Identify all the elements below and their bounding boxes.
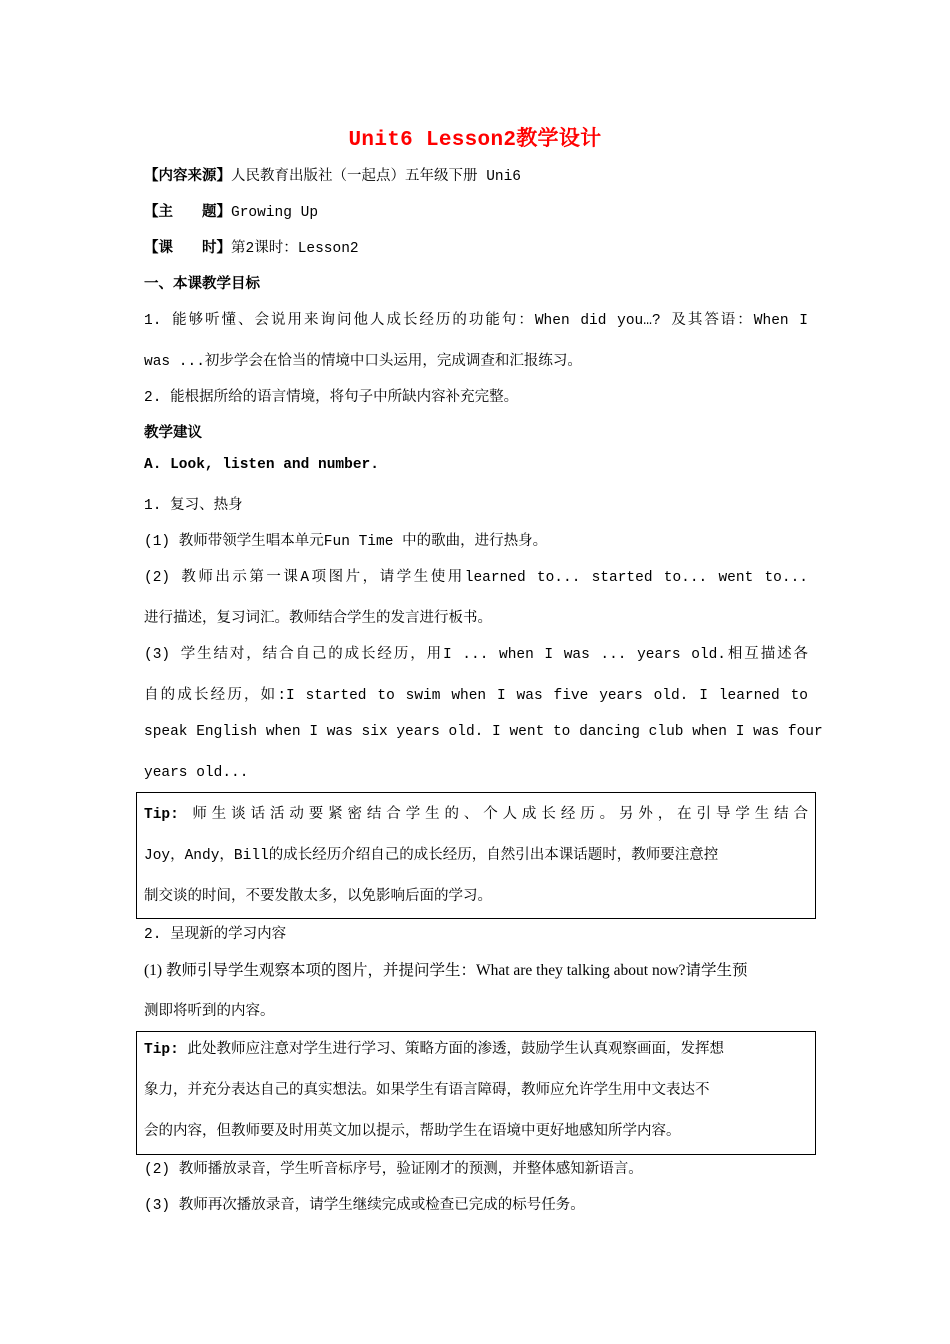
source-value: 人民教育出版社（一起点）五年级下册 Uni6: [231, 169, 522, 185]
tip-1-line-3: 制交谈的时间，不要发散太多，以免影响后面的学习。: [144, 889, 492, 905]
section-a-heading: A. Look, listen and number.: [144, 457, 379, 473]
topic-line: [144, 200, 808, 221]
step-2-item-1-line-2: 测即将听到的内容。: [144, 1004, 275, 1020]
source-label: 【内容来源】: [144, 169, 231, 185]
topic-value: Growing Up: [231, 205, 319, 221]
objective-1-line-2: was ...初步学会在恰当的情境中口头运用，完成调查和汇报练习。: [144, 354, 582, 370]
document-title: Unit6 Lesson2教学设计: [348, 129, 602, 152]
tip-2-text: 此处教师应注意对学生进行学习、策略方面的渗透，鼓励学生认真观察画面，发挥想: [187, 1042, 725, 1058]
tip-1-label: Tip:: [144, 807, 179, 823]
step-1-heading: 1. 复习、热身: [144, 498, 243, 514]
objectives-heading: 一、本课教学目标: [144, 277, 260, 293]
tip-1-line-1: [144, 802, 808, 823]
step-1-item-3-line-4: years old...: [144, 765, 249, 781]
source-line: [144, 164, 808, 185]
tip-2-line-1: [144, 1037, 808, 1058]
objective-2: 2. 能根据所给的语言情境，将句子中所缺内容补充完整。: [144, 390, 519, 406]
suggestions-heading: 教学建议: [144, 426, 202, 442]
tip-2-line-2: 象力，并充分表达自己的真实想法。如果学生有语言障碍，教师应允许学生用中文表达不: [144, 1083, 710, 1099]
step-1-item-2-line-1: (2) 教师出示第一课A项图片，请学生使用learned to... started to... went to...: [144, 570, 808, 586]
topic-label: 【主 题】: [144, 205, 231, 221]
step-1-item-2-line-2: 进行描述，复习词汇。教师结合学生的发言进行板书。: [144, 611, 492, 627]
tip-2-line-3: 会的内容，但教师要及时用英文加以提示，帮助学生在语境中更好地感知所学内容。: [144, 1124, 681, 1140]
tip-1-line-2: Joy，Andy，Bill的成长经历介绍自己的成长经历，自然引出本课话题时，教师要注意控: [144, 848, 719, 864]
step-1-item-3-line-1: (3) 学生结对，结合自己的成长经历，用I ... when I was ... years old.相互描述各: [144, 647, 808, 663]
step-2-item-1-line-1: (1) 教师引导学生观察本项的图片，并提问学生：What are they talking about now?请学生预: [144, 962, 748, 979]
step-1-item-3-line-3: speak English when I was six years old. I went to dancing club when I was four: [144, 724, 823, 740]
tip-2-label: Tip:: [144, 1042, 179, 1058]
period-line: [144, 236, 808, 257]
step-2-item-3: (3) 教师再次播放录音，请学生继续完成或检查已完成的标号任务。: [144, 1198, 585, 1214]
step-2-item-2: (2) 教师播放录音，学生听音标序号，验证刚才的预测，并整体感知新语言。: [144, 1162, 643, 1178]
period-label: 【课 时】: [144, 241, 231, 257]
tip-1-text: 师生谈话活动要紧密结合学生的、个人成长经历。另外，在引导学生结合: [192, 807, 808, 823]
step-1-item-1: (1) 教师带领学生唱本单元Fun Time 中的歌曲，进行热身。: [144, 534, 548, 550]
objective-1-line-1: 1. 能够听懂、会说用来询问他人成长经历的功能句：When did you…? 及其答语：When I: [144, 313, 808, 329]
step-2-heading: 2. 呈现新的学习内容: [144, 927, 287, 943]
step-1-item-3-line-2: 自的成长经历，如:I started to swim when I was five years old. I learned to: [144, 688, 808, 704]
period-value: 第2课时：Lesson2: [231, 241, 359, 257]
